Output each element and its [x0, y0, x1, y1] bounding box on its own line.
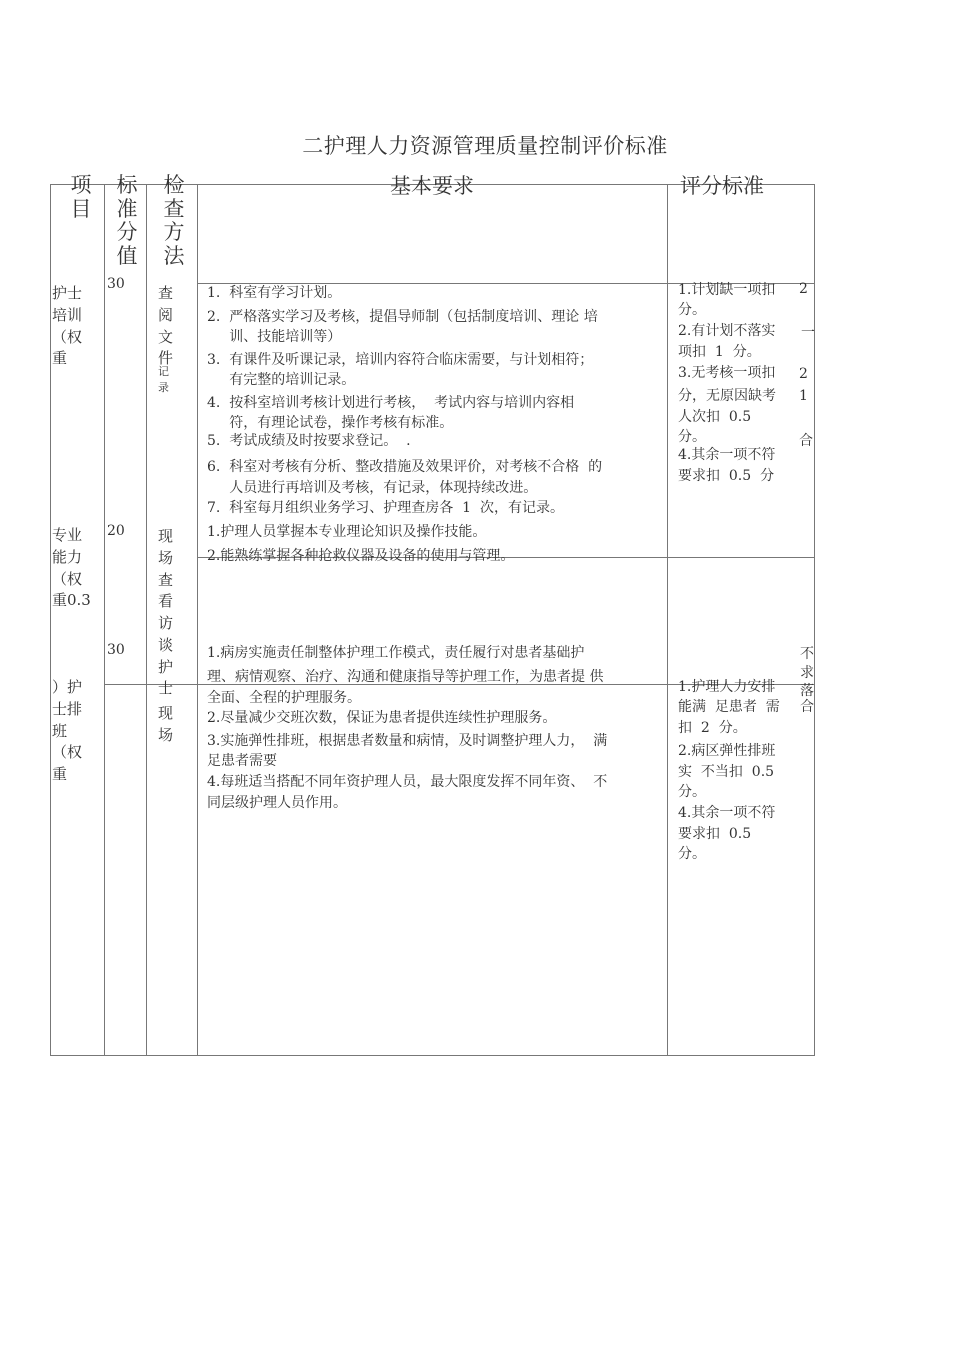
section-1-method-cut: 记录 — [158, 365, 170, 394]
section-3-criteria-3: 扣 2 分。 — [678, 720, 747, 736]
section-3-req-1b: 理、病情观察、治疗、沟通和健康指导等护理工作，为患者提 供 — [207, 669, 604, 685]
section-3-req-1c: 全面、全程的护理服务。 — [207, 690, 361, 706]
section-1-req-1: 1. 科室有学习计划。 — [207, 285, 342, 301]
col-divider-2 — [146, 184, 147, 1056]
section-3-criteria-1: 1.护理人力安排 — [678, 679, 776, 695]
section-3-req-3: 3.实施弹性排班，根据患者数量和病情，及时调整护理人力， 满 — [207, 733, 608, 749]
section-1-req-3b: 有完整的培训记录。 — [207, 372, 356, 388]
section-2-item: 专业能力（权重0.3 — [52, 526, 91, 610]
section-3-req-4b: 同层级护理人员作用。 — [207, 795, 347, 811]
page-title: 二护理人力资源管理质量控制评价标准 — [302, 134, 668, 158]
section-1-req-2b: 训、技能培训等） — [207, 329, 342, 345]
section-3-criteria-6: 分。 — [678, 784, 706, 800]
section-1-req-7: 7. 科室每月组织业务学习、护理查房各 1 次，有记录。 — [207, 500, 564, 516]
section-1-req-5: 5. 考试成绩及时按要求登记。 . — [207, 433, 411, 449]
section-1-side-3: 2 — [799, 366, 808, 382]
section-1-criteria-7: 人次扣 0.5 — [678, 409, 752, 425]
section-1-req-4b: 符，有理论试卷，操作考核有标准。 — [207, 415, 454, 431]
section-3-side-3: 落 — [800, 683, 814, 699]
section-1-criteria-9: 4.其余一项不符 — [678, 447, 776, 463]
col-divider-3 — [197, 184, 198, 1056]
section-3-score: 30 — [107, 642, 125, 658]
section-1-method: 查阅文件 — [158, 284, 174, 368]
section-1-req-4: 4. 按科室培训考核计划进行考核， 考试内容与培训内容相 — [207, 395, 575, 411]
section-1-item: 护士培训（权重 — [52, 284, 83, 368]
section-3-side-1: 不 — [800, 646, 814, 662]
col-divider-1 — [104, 184, 105, 1056]
section-3-criteria-7: 4.其余一项不符 — [678, 805, 776, 821]
section-3-item: ）护士排班（权重 — [52, 678, 83, 783]
col-divider-4 — [667, 184, 668, 1056]
section-2-req-2: 2.能熟练掌握各种抢救仪器及设备的使用与管理。 — [207, 548, 515, 564]
header-method: 检查方法 — [163, 173, 185, 268]
header-item: 项目 — [70, 173, 92, 221]
section-1-criteria-5: 3.无考核一项扣 — [678, 365, 776, 381]
section-1-req-3: 3. 有课件及听课记录，培训内容符合临床需要，与计划相符； — [207, 352, 594, 368]
section-3-criteria-2: 能满 足患者 需 — [678, 699, 780, 715]
section-3-criteria-4: 2.病区弹性排班 — [678, 743, 776, 759]
section-1-req-2: 2. 严格落实学习及考核，提倡导师制（包括制度培训、理论 培 — [207, 309, 598, 325]
section-2-req-1: 1.护理人员掌握本专业理论知识及操作技能。 — [207, 524, 487, 540]
section-2-score: 20 — [107, 523, 125, 539]
table-left-border — [50, 184, 51, 1056]
section-1-req-6b: 人员进行再培训及考核，有记录，体现持续改进。 — [207, 480, 538, 496]
section-1-req-6: 6. 科室对考核有分析、整改措施及效果评价，对考核不合格 的 — [207, 459, 603, 475]
section-3-req-3b: 足患者需要 — [207, 753, 277, 769]
header-criteria: 评分标准 — [680, 174, 764, 198]
section-3-req-1: 1.病房实施责任制整体护理工作模式，责任履行对患者基础护 — [207, 645, 585, 661]
table-right-border — [814, 184, 815, 1056]
section-1-criteria-10: 要求扣 0.5 分 — [678, 468, 775, 484]
section-1-score: 30 — [107, 276, 125, 292]
section-3-req-4: 4.每班适当搭配不同年资护理人员，最大限度发挥不同年资、 不 — [207, 774, 608, 790]
section-1-side-5: 合 — [799, 433, 813, 449]
section-3-criteria-9: 分。 — [678, 846, 706, 862]
section-2-method: 现场查看访谈护士 — [158, 527, 174, 698]
section-3-method: 现场 — [158, 704, 174, 744]
table-bottom-border — [50, 1055, 815, 1056]
section-1-criteria-6: 分，无原因缺考 — [678, 388, 776, 404]
header-score: 标准分值 — [116, 173, 138, 268]
section-3-criteria-5: 实 不当扣 0.5 — [678, 764, 775, 780]
section-3-side-4: 合 — [800, 699, 814, 715]
section-3-criteria-8: 要求扣 0.5 — [678, 826, 752, 842]
section-3-side-2: 求 — [800, 665, 814, 681]
header-requirements: 基本要求 — [390, 174, 474, 198]
section-1-criteria-8: 分。 — [678, 429, 706, 445]
section-3-req-2: 2.尽量减少交班次数，保证为患者提供连续性护理服务。 — [207, 710, 557, 726]
section-1-side-4: 1 — [799, 388, 808, 404]
section-1-side-1: 2 — [799, 281, 808, 297]
section-1-criteria-1: 1.计划缺一项扣 — [678, 282, 776, 298]
section-1-criteria-2: 分。 — [678, 302, 706, 318]
section-1-criteria-4: 项扣 1 分。 — [678, 344, 761, 360]
section-1-criteria-3: 2.有计划不落实 — [678, 323, 776, 339]
section-1-side-2: 一 — [801, 325, 815, 341]
